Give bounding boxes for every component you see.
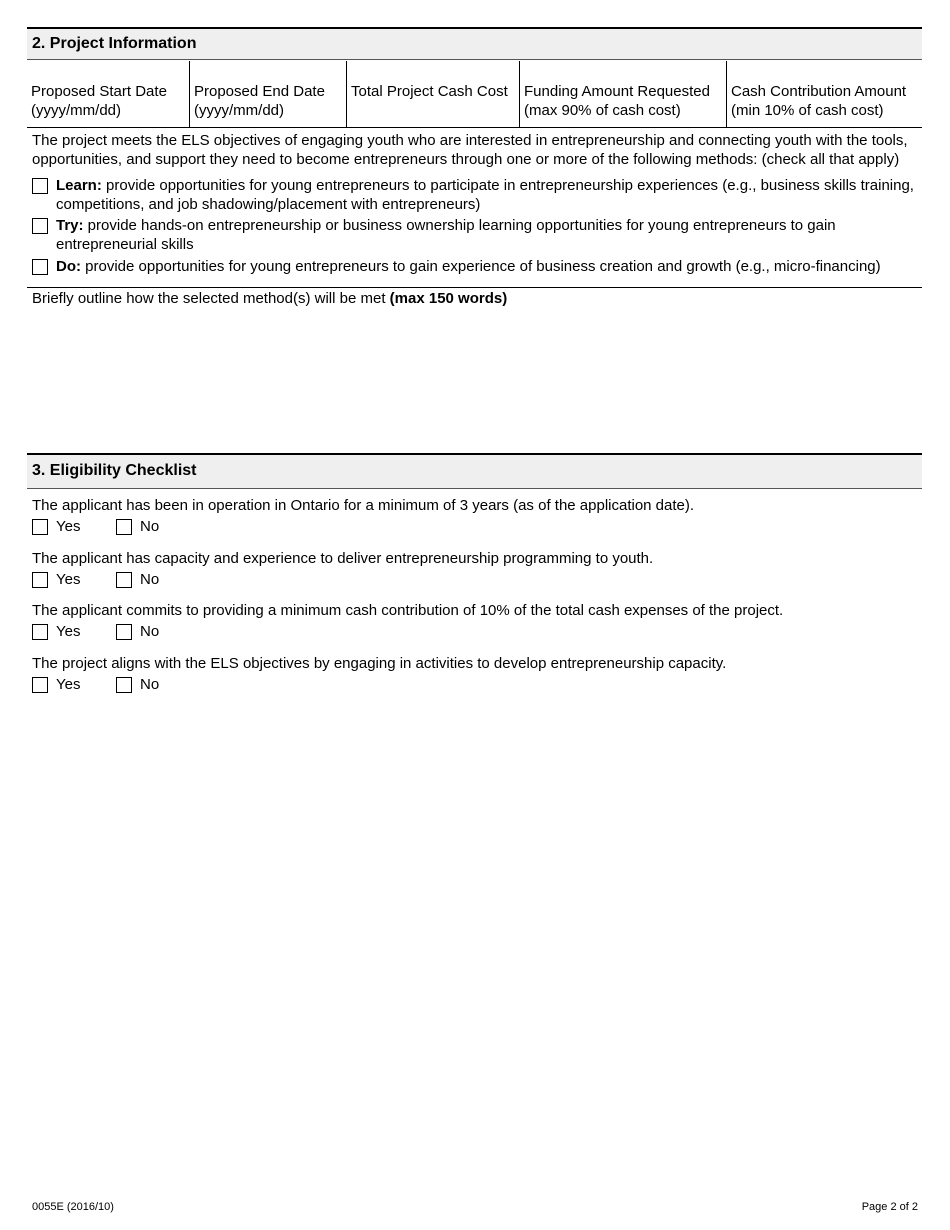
no-label: No [140,623,160,640]
method-learn [32,176,917,214]
field-label: Funding Amount Requested (max 90% of cash cost) [524,83,710,119]
eligibility-question-4: The project aligns with the ELS objectives by engaging in activities to develop entrepreneurship capacity. [32,655,727,672]
learn-description: provide opportunities for young entrepreneurs to participate in entrepreneurship experiences (e.g., business skills training, competitions, and job shadowing/placement with entrepreneurs) [56,177,914,213]
no-checkbox[interactable] [116,519,132,535]
try-checkbox[interactable] [32,218,48,234]
eligibility-question-1: The applicant has been in operation in Ontario for a minimum of 3 years (as of the application date). [32,497,695,514]
yes-checkbox[interactable] [32,572,48,588]
project-info-fields [27,61,922,128]
learn-label: Learn: [56,177,102,194]
page-number: Page 2 of 2 [861,1201,918,1213]
cash-contribution-amount-field[interactable] [726,61,922,127]
field-label: Total Project Cash Cost [351,83,508,100]
yes-label: Yes [56,676,81,693]
yes-label: Yes [56,623,81,640]
funding-amount-requested-field[interactable] [519,61,726,127]
eligibility-question-3: The applicant commits to providing a minimum cash contribution of 10% of the total cash expenses of the project. [32,602,784,619]
divider [27,287,922,288]
do-checkbox[interactable] [32,259,48,275]
els-objectives-intro: The project meets the ELS objectives of engaging youth who are interested in entrepreneurship and connecting youth with the tools, opportunities, and support they need to become entrepreneurs through one or more of the following methods: (check all that apply) [32,132,908,168]
try-description: provide hands-on entrepreneurship or business ownership learning opportunities for young entrepreneurs to gain entrepreneurial skills [56,217,836,253]
try-label: Try: [56,217,84,234]
outline-label-text: Briefly outline how the selected method(s) will be met [32,290,390,307]
do-label: Do: [56,258,81,275]
outline-label [32,289,507,308]
section-2-header [27,27,922,60]
form-id: 0055E (2016/10) [32,1201,114,1213]
field-label: Proposed Start Date (yyyy/mm/dd) [31,83,167,119]
section-2-title: 2. Project Information [32,35,197,52]
yes-checkbox[interactable] [32,519,48,535]
yes-label: Yes [56,518,81,535]
proposed-start-date-field[interactable] [27,61,189,127]
field-label: Proposed End Date (yyyy/mm/dd) [194,83,325,119]
section-3-title: 3. Eligibility Checklist [32,462,197,479]
no-checkbox[interactable] [116,572,132,588]
learn-checkbox[interactable] [32,178,48,194]
yes-checkbox[interactable] [32,624,48,640]
no-checkbox[interactable] [116,624,132,640]
section-3-header [27,453,922,489]
method-do [32,257,917,277]
eligibility-question-2: The applicant has capacity and experience to deliver entrepreneurship programming to youth. [32,550,654,567]
proposed-end-date-field[interactable] [189,61,346,127]
outline-textarea[interactable] [27,310,922,452]
no-label: No [140,518,160,535]
do-description: provide opportunities for young entrepreneurs to gain experience of business creation and growth (e.g., micro-financing) [81,258,881,275]
no-label: No [140,676,160,693]
no-checkbox[interactable] [116,677,132,693]
yes-label: Yes [56,571,81,588]
outline-word-limit: (max 150 words) [389,290,508,307]
method-try [32,216,917,254]
total-project-cash-cost-field[interactable] [346,61,519,127]
no-label: No [140,571,160,588]
field-label: Cash Contribution Amount (min 10% of cash cost) [731,83,907,119]
yes-checkbox[interactable] [32,677,48,693]
